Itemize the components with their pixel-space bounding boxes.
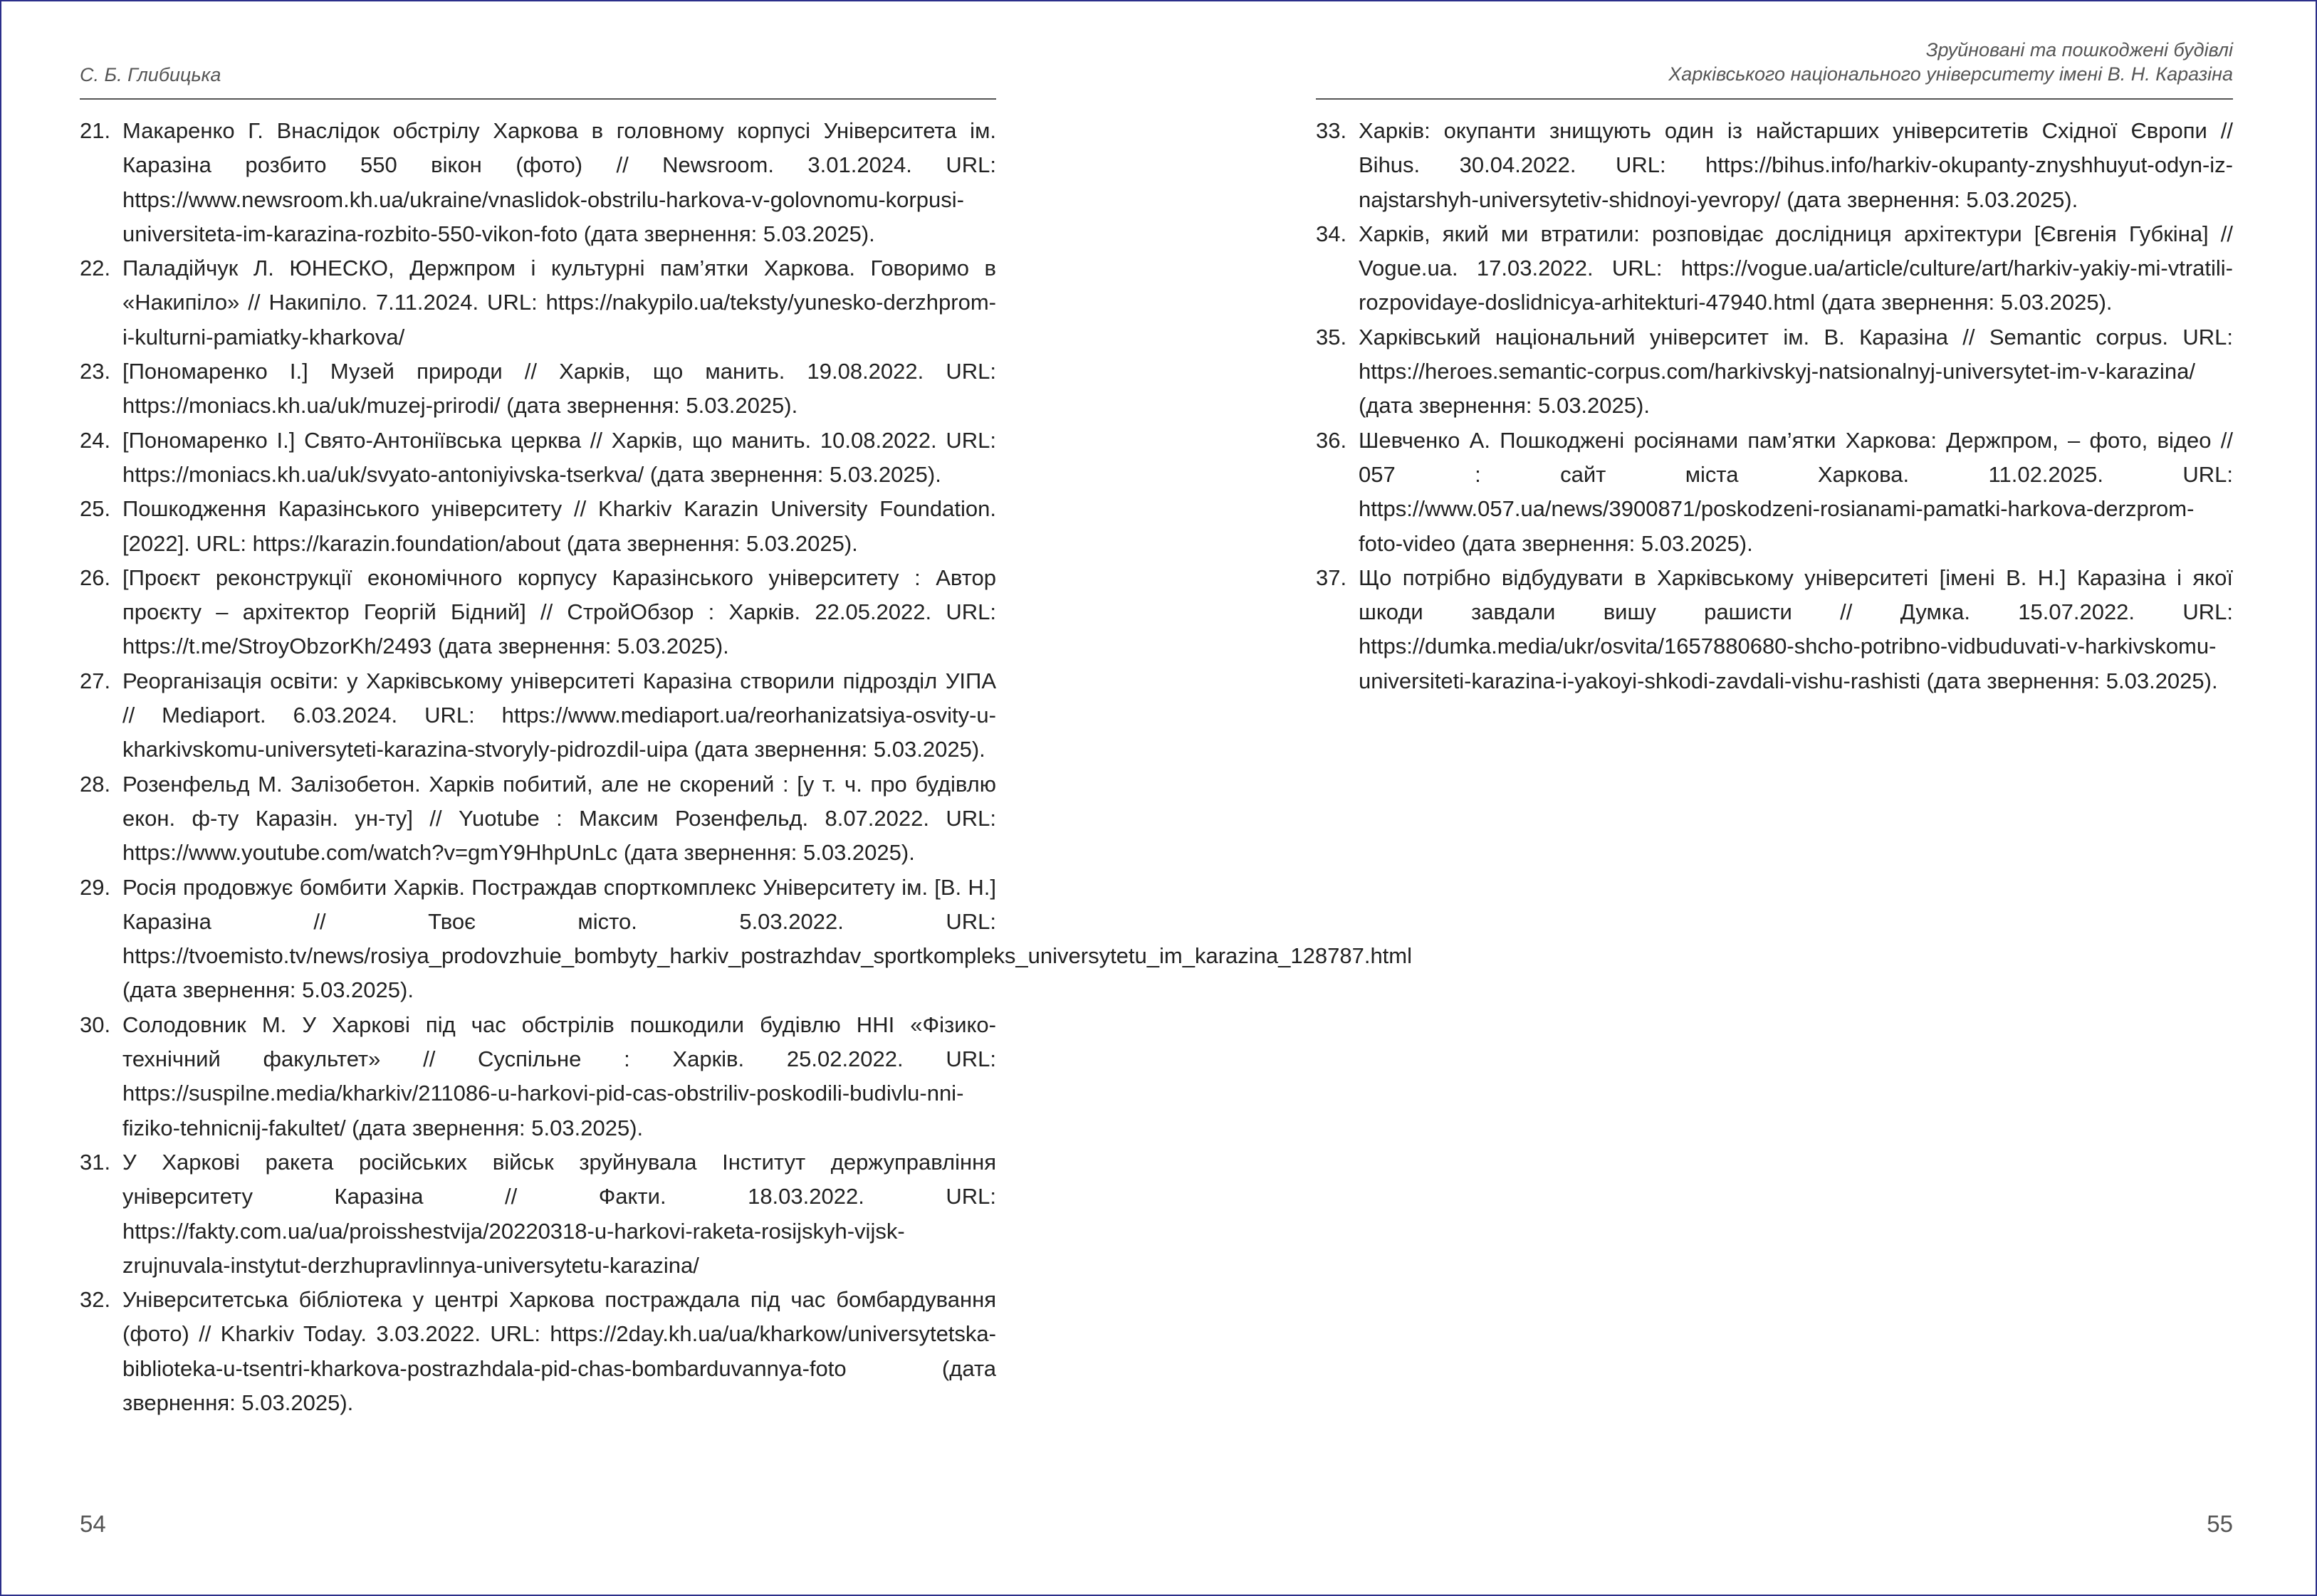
reference-text: Шевченко А. Пошкоджені росіянами пам’ятки Харкова: Держпром, – фото, відео // 057 : сайт міста Харкова. 11.02.2025. URL: https://www.057.ua/news/3900871/poskodzeni-rosianami-pamatki-harkova-derzprom-foto-video (дата звернення: 5.03.2025). xyxy=(1359,427,2233,556)
reference-text: Пошкодження Каразінського університету // Kharkiv Karazin University Foundation. [2022]. URL: https://karazin.foundation/about (дата звернення: 5.03.2025). xyxy=(122,496,996,556)
reference-text: Харків, який ми втратили: розповідає дослідниця архітектури [Євгенія Губкіна] // Vogue.ua. 17.03.2022. URL: https://vogue.ua/article/culture/art/harkiv-yakiy-mi-vtratili-rozpovidaye-doslidnicya-arhitekturi-47940.html (дата звернення: 5.03.2025). xyxy=(1359,221,2233,315)
reference-text: Солодовник М. У Харкові під час обстрілів пошкодили будівлю ННІ «Фізико-технічний факультет» // Суспільне : Харків. 25.02.2022. URL: https://suspilne.media/kharkiv/211086-u-harkovi-pid-cas-obstriliv-poskodili-budivlu-nni-fiziko-tehnicnij-fakultet/ (дата звернення: 5.03.2025). xyxy=(122,1012,996,1140)
reference-text: Росія продовжує бомбити Харків. Постраждав спорткомплекс Університету ім. [В. Н.] Каразіна // Твоє місто. 5.03.2022. URL: https://tvoemisto.tv/news/rosiya_prodovzhuie_bombyty_harkiv_postrazhdav_sportkompleks_universytetu_im_karazina_128787.html (дата звернення: 5.03.2025). xyxy=(122,874,1413,1003)
running-head-line: Харківського національного університету імені В. Н. Каразіна xyxy=(1668,63,2233,85)
reference-number: 36. xyxy=(1316,427,1347,453)
reference-item xyxy=(80,1283,996,1420)
reference-number: 26. xyxy=(80,565,111,590)
reference-item xyxy=(1316,217,2233,320)
reference-number: 33. xyxy=(1316,118,1347,143)
reference-number: 29. xyxy=(80,874,111,900)
reference-item xyxy=(1316,320,2233,424)
reference-text: Харків: окупанти знищують один із найстарших університетів Східної Європи // Bihus. 30.04.2022. URL: https://bihus.info/harkiv-okupanty-znyshhuyut-odyn-iz-najstarshyh-universytetiv-shidnoyi-yevropy/ (дата звернення: 5.03.2025). xyxy=(1359,118,2233,212)
header-rule xyxy=(80,98,996,100)
reference-number: 37. xyxy=(1316,565,1347,590)
reference-text: [Пономаренко І.] Свято-Антоніївська церква // Харків, що манить. 10.08.2022. URL: https://moniacs.kh.ua/uk/svyato-antoniyivska-tserkva/ (дата звернення: 5.03.2025). xyxy=(122,427,996,487)
reference-text: Університетська бібліотека у центрі Харкова постраждала під час бомбардування (фото) // Kharkiv Today. 3.03.2022. URL: https://2day.kh.ua/ua/kharkow/universytetska-biblioteka-u-tsentri-kharkova-postrazhdala-pid-chas-bombarduvannya-foto (дата звернення: 5.03.2025). xyxy=(122,1287,996,1415)
reference-text: Реорганізація освіти: у Харківському університеті Каразіна створили підрозділ УІПА // Mediaport. 6.03.2024. URL: https://www.mediaport.ua/reorhanizatsiya-osvity-u-kharkivskomu-universyteti-karazina-stvoryly-pidrozdil-uipa (дата звернення: 5.03.2025). xyxy=(122,668,996,762)
reference-list xyxy=(1316,114,2233,698)
reference-text: [Проєкт реконструкції економічного корпусу Каразінського університету : Автор проєкту – архітектор Георгій Бідний] // СтройОбзор : Харків. 22.05.2022. URL: https://t.me/StroyObzorKh/2493 (дата звернення: 5.03.2025). xyxy=(122,565,996,659)
reference-text: Розенфельд М. Залізобетон. Харків побитий, але не скорений : [у т. ч. про будівлю екон. ф-ту Каразін. ун-ту] // Yuotube : Максим Розенфельд. 8.07.2022. URL: https://www.youtube.com/watch?v=gmY9HhpUnLc (дата звернення: 5.03.2025). xyxy=(122,771,996,866)
reference-item xyxy=(1316,424,2233,561)
right-page xyxy=(1316,0,2233,1593)
reference-item xyxy=(80,664,996,767)
reference-text: Паладійчук Л. ЮНЕСКО, Держпром і культурні пам’ятки Харкова. Говоримо в «Накипіло» // Накипіло. 7.11.2024. URL: https://nakypilo.ua/teksty/yunesko-derzhprom-i-kulturni-pamiatky-kharkova/ xyxy=(122,256,996,350)
page-number: 54 xyxy=(80,1511,106,1537)
reference-item xyxy=(1316,561,2233,698)
reference-item xyxy=(1316,114,2233,217)
reference-text: У Харкові ракета російських військ зруйнувала Інститут держуправління університету Каразіна // Факти. 18.03.2022. URL: https://fakty.com.ua/ua/proisshestvija/20220318-u-harkovi-raketa-rosijskyh-vijsk-zrujnuvala-instytut-derzhupravlinnya-universytetu-karazina/ xyxy=(122,1149,996,1278)
reference-item xyxy=(80,871,1413,1008)
reference-item xyxy=(80,251,996,355)
reference-number: 31. xyxy=(80,1149,111,1175)
reference-text: Харківський національний університет ім. В. Каразіна // Semantic corpus. URL: https://heroes.semantic-corpus.com/harkivskyj-natsionalnyj-universytet-im-v-karazina/ (дата звернення: 5.03.2025). xyxy=(1359,324,2233,419)
reference-number: 35. xyxy=(1316,324,1347,350)
reference-item xyxy=(80,492,996,561)
reference-number: 34. xyxy=(1316,221,1347,246)
reference-number: 25. xyxy=(80,496,111,522)
reference-text: Макаренко Г. Внаслідок обстрілу Харкова в головному корпусі Університета ім. Каразіна розбито 550 вікон (фото) // Newsroom. 3.01.2024. URL: https://www.newsroom.kh.ua/ukraine/vnaslidok-obstrilu-harkova-v-golovnomu-korpusi-universiteta-im-karazina-rozbito-550-vikon-foto (дата звернення: 5.03.2025). xyxy=(122,118,996,246)
reference-item xyxy=(80,767,996,871)
reference-number: 23. xyxy=(80,359,111,384)
reference-item xyxy=(80,424,996,493)
running-head-title xyxy=(1316,38,2233,86)
reference-number: 32. xyxy=(80,1287,111,1313)
reference-item xyxy=(80,355,996,424)
running-head-line: Зруйновані та пошкоджені будівлі xyxy=(1925,39,2233,61)
reference-item xyxy=(80,1145,996,1283)
reference-item xyxy=(80,1008,996,1145)
reference-item xyxy=(80,561,996,664)
reference-number: 27. xyxy=(80,668,111,693)
reference-text: [Пономаренко І.] Музей природи // Харків, що манить. 19.08.2022. URL: https://moniacs.kh.ua/uk/muzej-prirodi/ (дата звернення: 5.03.2025). xyxy=(122,359,996,419)
header-rule xyxy=(1316,98,2233,100)
page-number: 55 xyxy=(2207,1511,2233,1537)
reference-number: 21. xyxy=(80,118,111,143)
reference-number: 22. xyxy=(80,256,111,281)
reference-number: 28. xyxy=(80,771,111,797)
reference-text: Що потрібно відбудувати в Харківському університеті [імені В. Н.] Каразіна і якої шкоди завдали вишу рашисти // Думка. 15.07.2022. URL: https://dumka.media/ukr/osvita/1657880680-shcho-potribno-vidbuduvati-v-harkivskomu-universiteti-karazina-i-yakoyi-shkodi-zavdali-vishu-rashisti (дата звернення: 5.03.2025). xyxy=(1359,565,2233,693)
reference-item xyxy=(80,114,996,251)
reference-number: 24. xyxy=(80,427,111,453)
reference-number: 30. xyxy=(80,1012,111,1037)
running-head-author: С. Б. Глибицька xyxy=(80,64,221,85)
